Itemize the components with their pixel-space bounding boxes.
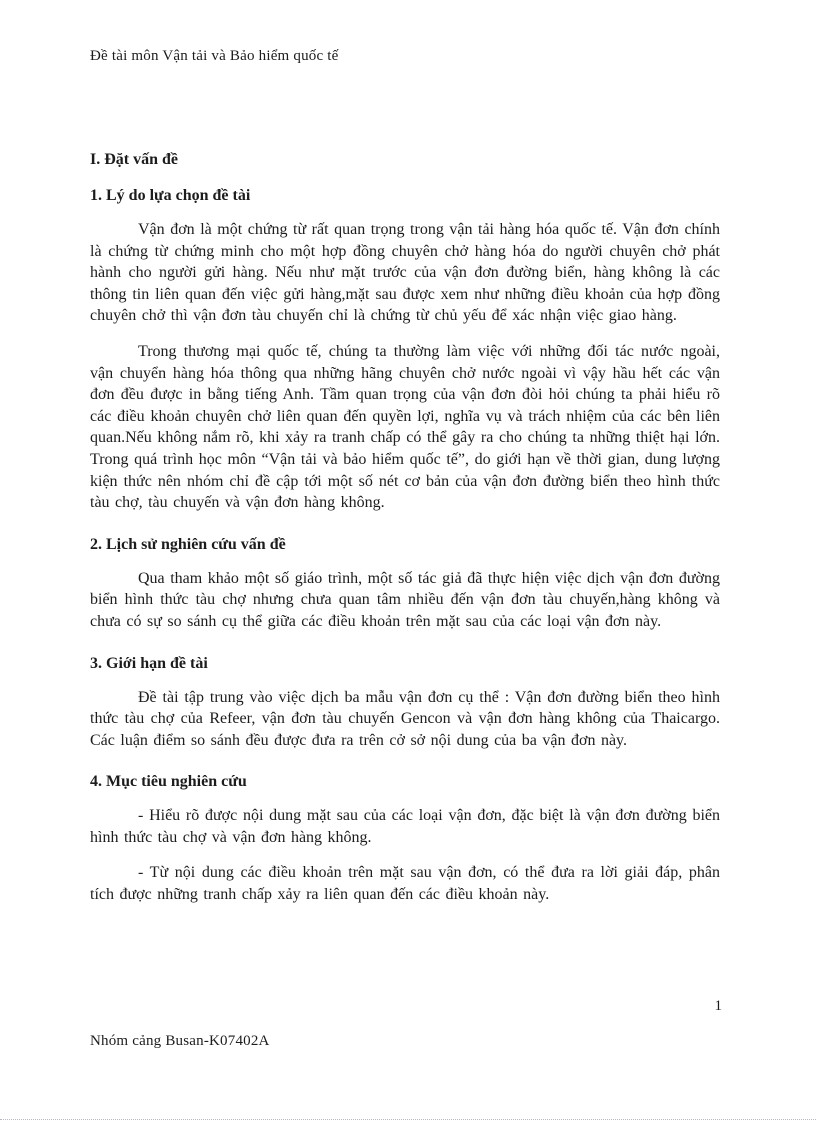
section-title: I. Đặt vấn đề [90,151,179,168]
section-1-heading: 1. Lý do lựa chọn đề tài [90,187,251,204]
paragraph: Vận đơn là một chứng từ rất quan trọng trong vận tải hàng hóa quốc tế. Vận đơn chính là chứng từ chứng minh cho một hợp đồng chuyên chở hàng hóa do người chuyên chở phát hành cho người gửi hàng. Nếu như mặt trước của vận đơn đường biển, hàng không là các thông tin liên quan đến việc gửi hàng,mặt sau được xem như những điều khoản của hợp đồng chuyên chở thì vận đơn tàu chuyến chỉ là chứng từ chủ yếu để xác nhận việc giao hàng. [90,221,720,325]
section-4 [90,773,720,905]
paragraph: - Từ nội dung các điều khoản trên mặt sau vận đơn, có thể đưa ra lời giải đáp, phân tích được những tranh chấp xảy ra liên quan đến các điều khoản này. [90,864,720,904]
section-4-heading: 4. Mục tiêu nghiên cứu [90,773,247,791]
paragraph: Trong thương mại quốc tế, chúng ta thường làm việc với những đối tác nước ngoài, vận chuyển hàng hóa thông qua những hãng chuyên chở nước ngoài vì vậy hầu hết các vận đơn đều được in bằng tiếng Anh. Tầm quan trọng của vận đơn đòi hỏi chúng ta phải hiểu rõ các điều khoản chuyên chở liên quan đến quyền lợi, nghĩa vụ và trách nhiệm của các bên liên quan.Nếu không nắm rõ, khi xảy ra tranh chấp có thể gây ra cho chúng ta những thiệt hại lớn. Trong quá trình học môn “Vận tải và bảo hiểm quốc tế”, do giới hạn về thời gian, dung lượng kiện thức nên nhóm chỉ đề cập tới một số nét cơ bản của vận đơn đường biển theo hình thức tàu chợ, tàu chuyến và vận đơn hàng không. [90,342,720,512]
paragraph: Đề tài tập trung vào việc dịch ba mẫu vận đơn cụ thể : Vận đơn đường biển theo hình thức tàu chợ của Refeer, vận đơn tàu chuyến Gencon và vận đơn hàng không của Thaicargo. Các luận điểm so sánh đều được đưa ra trên cở sở nội dung của ba vận đơn này. [90,688,720,749]
page-break-line [0,1119,816,1120]
section-2 [90,536,720,633]
document-header: Đề tài môn Vận tải và Bảo hiểm quốc tế [90,48,339,64]
paragraph: Qua tham khảo một số giáo trình, một số tác giả đã thực hiện việc dịch vận đơn đường biển hình thức tàu chợ nhưng chưa quan tâm nhiều đến vận đơn tàu chuyến,hàng không và chưa có sự so sánh cụ thể giữa các điều khoản trên mặt sau của các loại vận đơn này. [90,569,720,630]
document-footer: Nhóm cảng Busan-K07402A [90,1033,270,1049]
paragraph: - Hiểu rõ được nội dung mặt sau của các loại vận đơn, đặc biệt là vận đơn đường biển hình thức tàu chợ và vận đơn hàng không. [90,807,720,846]
section-1 [90,187,720,514]
section-3 [90,655,720,752]
section-3-heading: 3. Giới hạn đề tài [90,654,208,672]
page-number: 1 [714,998,722,1014]
section-2-heading: 2. Lịch sử nghiên cứu vấn đề [90,535,286,553]
